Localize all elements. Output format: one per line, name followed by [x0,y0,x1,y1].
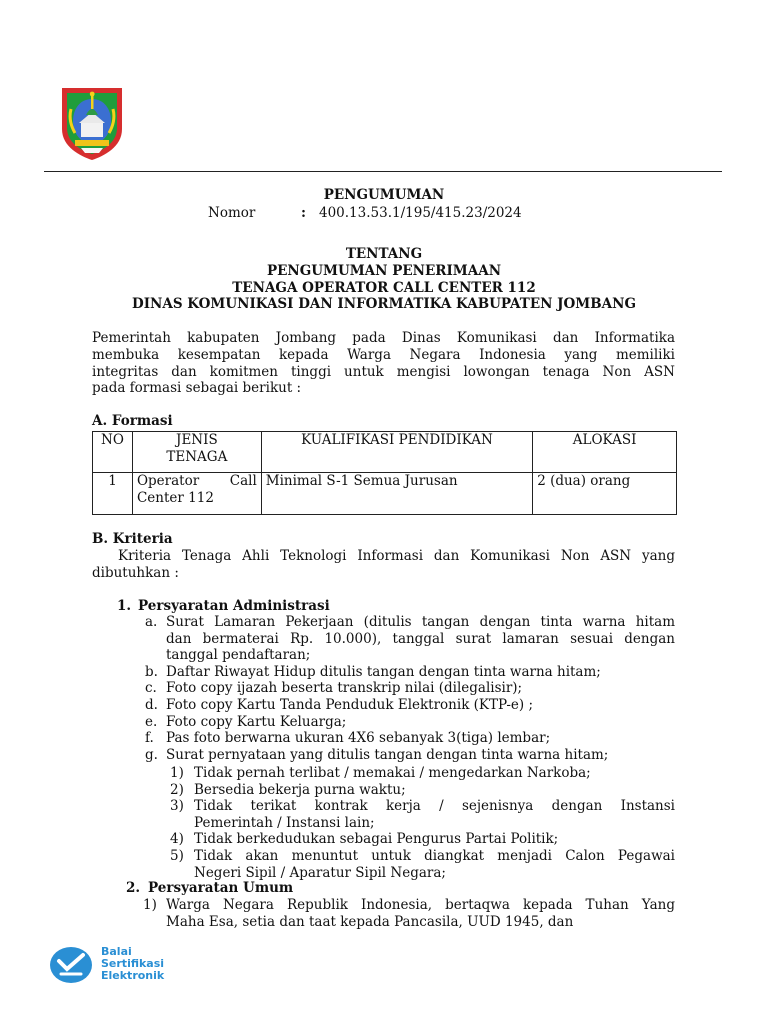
adm-item-text: Foto copy Kartu Tanda Penduduk Elektronik (KTP-e) ; [166,697,534,713]
nomor-value: 400.13.53.1/195/415.23/2024 [319,205,522,221]
pernyataan-item-marker: 3) [170,798,184,815]
col-header-no: NO [93,432,133,473]
cell-kualifikasi: Minimal S-1 Semua Jurusan [261,473,532,515]
pernyataan-item-text: Tidak berkedudukan sebagai Pengurus Partai Politik; [194,831,559,848]
cell-jenis: Operator Call Center 112 [132,473,261,515]
adm-title: Persyaratan Administrasi [138,598,330,614]
pernyataan-item-marker: 1) [170,765,184,781]
pernyataan-item-text: Bersedia bekerja purna waktu; [194,781,406,798]
umum-number: 2. [126,880,141,896]
formasi-table [92,431,677,515]
cell-no: 1 [93,473,133,515]
header-rule [44,171,722,172]
intro-line: membuka kesempatan kepada Warga Negara Indonesia yang memiliki [92,347,675,363]
kriteria-intro: dibutuhkan : [92,565,179,581]
adm-item-text: Foto copy Kartu Keluarga; [166,713,347,730]
adm-item-marker: d. [145,697,158,713]
title-line-2: TENAGA OPERATOR CALL CENTER 112 [232,280,536,296]
umum-item-marker: 1) [143,897,157,913]
adm-item-text: Foto copy ijazah beserta transkrip nilai (dilegalisir); [166,680,523,697]
bsre-certificate-icon [47,945,95,985]
pernyataan-item-marker: 5) [170,848,184,864]
doc-heading: PENGUMUMAN [323,187,445,203]
nomor-label: Nomor [208,205,256,221]
adm-item-text: dan bermaterai Rp. 10.000), tanggal surat lamaran sesuai dengan [166,630,675,647]
intro-line: pada formasi sebagai berikut : [92,380,302,396]
adm-item-marker: e. [145,713,158,730]
umum-title: Persyaratan Umum [148,880,294,896]
adm-item-text: Daftar Riwayat Hidup ditulis tangan dengan tinta warna hitam; [166,663,601,680]
adm-item-text: Surat pernyataan yang ditulis tangan dengan tinta warna hitam; [166,746,609,763]
adm-number: 1. [117,598,132,614]
adm-item-marker: b. [145,663,158,680]
tentang-label: TENTANG [345,246,423,262]
pernyataan-item-text: Pemerintah / Instansi lain; [194,814,375,831]
nomor-separator: : [301,205,306,221]
cell-alokasi: 2 (dua) orang [533,473,677,515]
pernyataan-item-text: Tidak akan menuntut untuk diangkat menjadi Calon Pegawai [194,848,675,864]
col-header-alokasi: ALOKASI [533,432,677,473]
adm-item-marker: g. [145,746,158,763]
title-line-3: DINAS KOMUNIKASI DAN INFORMATIKA KABUPATEN JOMBANG [131,296,637,312]
umum-item-text: Maha Esa, setia dan taat kepada Pancasila, UUD 1945, dan [166,913,574,930]
adm-item-marker: a. [145,614,158,630]
kabupaten-jombang-crest-icon [59,85,125,161]
bsre-text: Balai Sertifikasi Elektronik [101,945,165,982]
table-row [93,473,677,515]
pernyataan-item-text: Tidak terikat kontrak kerja / sejenisnya dengan Instansi [194,798,675,815]
pernyataan-item-text: Negeri Sipil / Aparatur Sipil Negara; [194,864,446,881]
intro-line: Pemerintah kabupaten Jombang pada Dinas Komunikasi dan Informatika [92,330,675,346]
col-header-kualifikasi: KUALIFIKASI PENDIDIKAN [261,432,532,473]
pernyataan-item-marker: 2) [170,781,184,798]
title-line-1: PENGUMUMAN PENERIMAAN [266,263,502,279]
adm-item-text: Surat Lamaran Pekerjaan (ditulis tangan dengan tinta warna hitam [166,614,675,630]
adm-item-marker: c. [145,680,157,697]
pernyataan-item-text: Tidak pernah terlibat / memakai / mengedarkan Narkoba; [194,765,591,781]
adm-item-text: Pas foto berwarna ukuran 4X6 sebanyak 3(tiga) lembar; [166,730,551,747]
section-b-title: B. Kriteria [92,531,173,547]
section-a-title: A. Formasi [92,413,173,429]
umum-item-text: Warga Negara Republik Indonesia, bertaqwa kepada Tuhan Yang [166,897,675,913]
adm-item-text: tanggal pendaftaran; [166,647,311,664]
intro-line: integritas dan komitmen tinggi untuk mengisi lowongan tenaga Non ASN [92,364,675,380]
col-header-jenis: JENIS TENAGA [132,432,261,473]
pernyataan-item-marker: 4) [170,831,184,848]
adm-item-marker: f. [145,730,154,747]
kriteria-intro: Kriteria Tenaga Ahli Teknologi Informasi dan Komunikasi Non ASN yang [118,548,675,564]
table-header-row [93,432,677,473]
